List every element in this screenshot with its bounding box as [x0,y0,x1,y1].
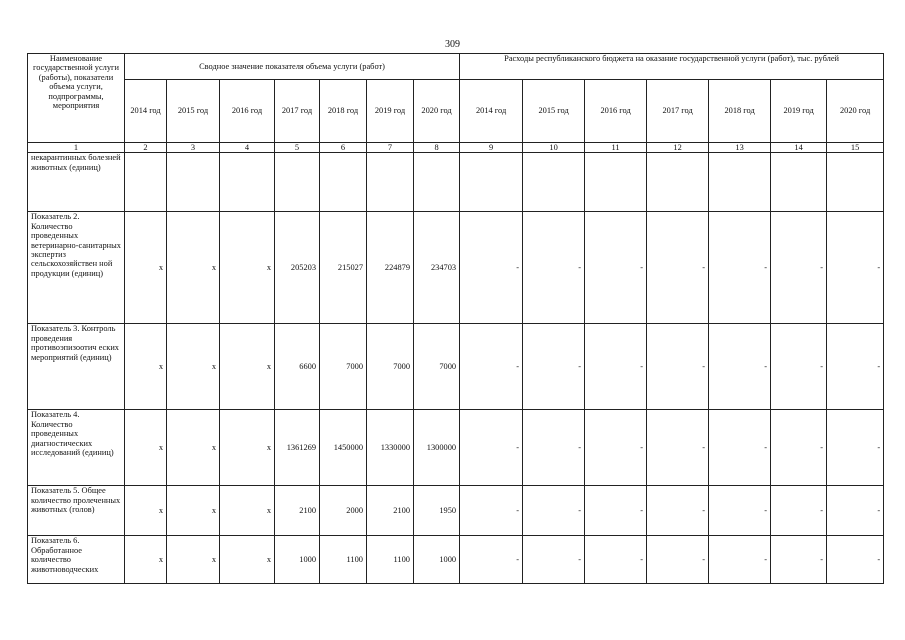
table-cell [585,153,647,212]
table-cell: - [827,536,884,584]
table-cell [220,153,275,212]
volume-year-2014: 2014 год [125,80,167,143]
table-cell: - [709,324,771,410]
column-number: 6 [320,143,367,153]
table-row [28,410,884,486]
table-cell [320,153,367,212]
table-cell: 1330000 [367,410,414,486]
services-volume-budget-table [27,53,884,584]
row-label: Показатель 6. Обработанное количество животноводческих [28,536,125,584]
table-cell: 1000 [275,536,320,584]
table-cell: 7000 [320,324,367,410]
table-cell: - [460,410,523,486]
table-cell: 6600 [275,324,320,410]
column-number: 10 [523,143,585,153]
table-cell: - [523,410,585,486]
column-number: 11 [585,143,647,153]
table-cell: x [220,536,275,584]
table-cell: - [585,410,647,486]
budget-year-2016: 2016 год [585,80,647,143]
table-cell [414,153,460,212]
table-cell: 205203 [275,212,320,324]
table-cell: 1361269 [275,410,320,486]
name-column-header: Наименование государственной услуги (работы), показатели объема услуги, подпрограммы, мероприятия [28,54,125,143]
column-number: 14 [771,143,827,153]
table-cell [523,153,585,212]
table-cell: 224879 [367,212,414,324]
table-cell: x [220,324,275,410]
table-cell: - [709,410,771,486]
column-number: 8 [414,143,460,153]
table-cell: 1450000 [320,410,367,486]
budget-group-header: Расходы республиканского бюджета на оказание государственной услуги (работ), тыс. рублей [460,54,884,80]
table-cell [367,153,414,212]
table-cell: 1300000 [414,410,460,486]
table-cell: - [771,324,827,410]
budget-year-2020: 2020 год [827,80,884,143]
budget-year-2015: 2015 год [523,80,585,143]
table-cell: x [125,486,167,536]
table-cell: x [167,324,220,410]
table-cell: - [585,324,647,410]
table-cell [125,153,167,212]
table-cell: x [125,324,167,410]
table-cell: - [647,212,709,324]
header-row-groups [28,54,884,80]
table-cell: - [523,486,585,536]
table-cell: x [220,410,275,486]
table-cell: - [709,536,771,584]
table-cell: - [709,212,771,324]
column-number: 3 [167,143,220,153]
row-label: Показатель 2. Количество проведенных ветеринарно-санитарных экспертиз сельскохозяйствен ной продукции (единиц) [28,212,125,324]
column-number: 5 [275,143,320,153]
table-cell [275,153,320,212]
table-cell: - [523,212,585,324]
column-number: 7 [367,143,414,153]
table-cell: - [585,212,647,324]
table-row [28,486,884,536]
table-cell: - [460,324,523,410]
volume-year-2015: 2015 год [167,80,220,143]
column-number: 13 [709,143,771,153]
table-cell [460,153,523,212]
table-cell: x [220,212,275,324]
table-cell: 234703 [414,212,460,324]
table-cell: x [167,212,220,324]
table-cell: 215027 [320,212,367,324]
row-label: Показатель 5. Общее количество пролеченных животных (голов) [28,486,125,536]
table-cell: 7000 [414,324,460,410]
table-cell: - [523,324,585,410]
table-cell: 1950 [414,486,460,536]
table-cell [167,153,220,212]
table-cell: - [585,486,647,536]
table-cell: - [647,486,709,536]
row-label: Показатель 4. Количество проведенных диагностических исследований (единиц) [28,410,125,486]
volume-group-header: Сводное значение показателя объема услуги (работ) [125,54,460,80]
table-cell [647,153,709,212]
table-cell: x [125,536,167,584]
table-cell: - [771,410,827,486]
table-cell: - [523,536,585,584]
column-number: 9 [460,143,523,153]
column-number: 15 [827,143,884,153]
table-cell: - [647,410,709,486]
table-cell: 1100 [320,536,367,584]
volume-year-2019: 2019 год [367,80,414,143]
header-row-years [28,80,884,143]
table-cell: - [827,212,884,324]
table-cell: x [167,486,220,536]
table-cell: - [827,410,884,486]
volume-year-2018: 2018 год [320,80,367,143]
table-cell: 2100 [275,486,320,536]
table-cell: 1100 [367,536,414,584]
table-cell: - [585,536,647,584]
table-row [28,536,884,584]
table-cell: x [125,410,167,486]
table-cell: 1000 [414,536,460,584]
table-cell: - [771,536,827,584]
volume-year-2017: 2017 год [275,80,320,143]
row-label: некарантинных болезней животных (единиц) [28,153,125,212]
table-cell: - [827,486,884,536]
table-cell: - [460,212,523,324]
table-cell: x [220,486,275,536]
table-row [28,153,884,212]
table-cell: - [709,486,771,536]
table-cell: - [647,324,709,410]
column-number: 1 [28,143,125,153]
table-cell: x [167,410,220,486]
column-number: 4 [220,143,275,153]
table-cell: - [827,324,884,410]
table-cell: x [167,536,220,584]
volume-year-2020: 2020 год [414,80,460,143]
table-cell [827,153,884,212]
column-number: 12 [647,143,709,153]
table-cell [709,153,771,212]
page-number: 309 [445,39,460,50]
table-cell: 2100 [367,486,414,536]
table-cell: x [125,212,167,324]
table-cell: - [771,212,827,324]
budget-year-2014: 2014 год [460,80,523,143]
table-cell: - [771,486,827,536]
table-row [28,324,884,410]
column-number: 2 [125,143,167,153]
table-cell: - [460,486,523,536]
table-row [28,212,884,324]
table-cell: 2000 [320,486,367,536]
row-label: Показатель 3. Контроль проведения противоэпизоотич еских мероприятий (единиц) [28,324,125,410]
table-cell [771,153,827,212]
table-cell: 7000 [367,324,414,410]
budget-year-2018: 2018 год [709,80,771,143]
table-cell: - [647,536,709,584]
volume-year-2016: 2016 год [220,80,275,143]
budget-year-2017: 2017 год [647,80,709,143]
column-number-row [28,143,884,153]
budget-year-2019: 2019 год [771,80,827,143]
table-cell: - [460,536,523,584]
